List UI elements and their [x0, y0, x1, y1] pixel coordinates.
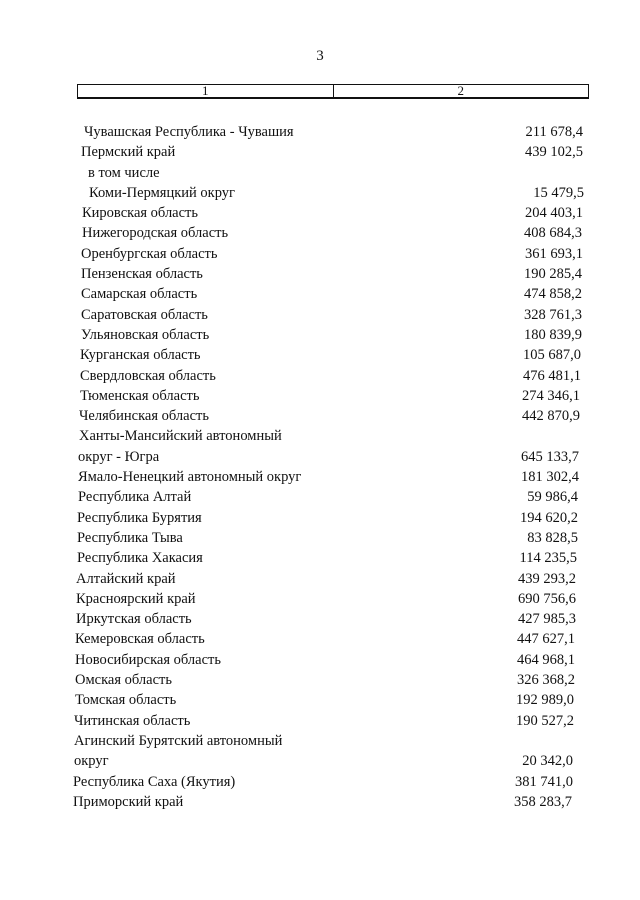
- region-name: Приморский край: [73, 793, 184, 810]
- table-row: [0, 223, 640, 243]
- region-value: 194 620,2: [520, 509, 578, 526]
- table-row: [0, 711, 640, 731]
- region-name: Тюменская область: [80, 387, 200, 404]
- table-row: [0, 670, 640, 690]
- region-name: Оренбургская область: [81, 245, 218, 262]
- table-row: [0, 508, 640, 528]
- region-name: Республика Саха (Якутия): [73, 773, 236, 790]
- region-name: Иркутская область: [76, 611, 192, 628]
- table-row: [0, 426, 640, 446]
- table-row: [0, 366, 640, 386]
- region-name: Читинская область: [74, 712, 191, 729]
- region-value: 180 839,9: [524, 326, 582, 343]
- table-row: [0, 345, 640, 365]
- region-name: Республика Хакасия: [77, 550, 203, 567]
- region-value: 361 693,1: [525, 245, 583, 262]
- region-value: 114 235,5: [519, 550, 577, 567]
- table-row: [0, 284, 640, 304]
- table-row: [0, 203, 640, 223]
- region-name: Кировская область: [82, 205, 199, 222]
- region-value: 447 627,1: [517, 631, 575, 648]
- table-row: [0, 264, 640, 284]
- table-row: [0, 589, 640, 609]
- region-value: 358 283,7: [514, 793, 572, 810]
- region-name: Республика Тыва: [77, 529, 183, 546]
- table-row: [0, 629, 640, 649]
- region-value: 83 828,5: [527, 529, 578, 546]
- region-name: Ульяновская область: [81, 326, 210, 343]
- region-name: Курганская область: [80, 347, 201, 364]
- region-name: Республика Алтай: [78, 489, 192, 506]
- column-header-1: 1: [202, 83, 209, 98]
- region-value: 190 527,2: [516, 712, 574, 729]
- table-row: [0, 772, 640, 792]
- table-row: [0, 122, 640, 142]
- region-value: 192 989,0: [516, 692, 574, 709]
- region-value: 59 986,4: [527, 489, 578, 506]
- table-row: [0, 325, 640, 345]
- region-name: Красноярский край: [76, 590, 196, 607]
- region-value: 464 968,1: [517, 651, 575, 668]
- region-name: Нижегородская область: [82, 225, 229, 242]
- table-row: [0, 731, 640, 751]
- column-header-2: 2: [333, 85, 589, 97]
- region-value: 328 761,3: [524, 306, 582, 323]
- table-row: [0, 305, 640, 325]
- region-value: 439 293,2: [518, 570, 576, 587]
- region-name: Алтайский край: [76, 570, 176, 587]
- region-value: 476 481,1: [523, 367, 581, 384]
- table-row: [0, 569, 640, 589]
- region-value: 105 687,0: [523, 347, 581, 364]
- region-name: Омская область: [75, 672, 172, 689]
- region-value: 645 133,7: [521, 448, 579, 465]
- region-name: Самарская область: [81, 286, 198, 303]
- region-name: Пермский край: [81, 144, 176, 161]
- region-value: 408 684,3: [524, 225, 582, 242]
- table-row: [0, 487, 640, 507]
- table-row: [0, 142, 640, 162]
- region-value: 274 346,1: [522, 387, 580, 404]
- table-row: [0, 163, 640, 183]
- page-number: 3: [316, 48, 324, 64]
- table-row: [0, 406, 640, 426]
- region-name: Ханты-Мансийский автономный: [79, 428, 282, 445]
- table-row: [0, 447, 640, 467]
- region-name: Томская область: [75, 692, 177, 709]
- region-name: округ - Югра: [78, 448, 160, 465]
- table-row: [0, 609, 640, 629]
- table-row: [0, 548, 640, 568]
- region-value: 211 678,4: [525, 124, 583, 140]
- table-row: [0, 690, 640, 710]
- table-row: [0, 244, 640, 264]
- region-value: 442 870,9: [522, 408, 580, 425]
- region-name: Кемеровская область: [75, 631, 205, 648]
- region-name: Новосибирская область: [75, 651, 221, 668]
- region-value: 427 985,3: [518, 611, 576, 628]
- region-name: Челябинская область: [79, 408, 209, 425]
- region-value: 381 741,0: [515, 773, 573, 790]
- region-value: 15 479,5: [533, 184, 584, 201]
- region-name: Коми-Пермяцкий округ: [89, 184, 235, 201]
- region-name: Ямало-Ненецкий автономный округ: [78, 469, 302, 486]
- region-name: Саратовская область: [81, 306, 208, 323]
- region-value: 204 403,1: [525, 205, 583, 222]
- table-header: [77, 84, 589, 99]
- table-row: [0, 467, 640, 487]
- region-name: Чувашская Республика - Чувашия: [84, 124, 294, 140]
- table-row: [0, 751, 640, 771]
- region-value: 190 285,4: [524, 266, 582, 283]
- region-table-body: [0, 122, 640, 812]
- table-row: [0, 650, 640, 670]
- region-value: 20 342,0: [522, 753, 573, 770]
- region-value: 181 302,4: [521, 469, 579, 486]
- region-value: 439 102,5: [525, 144, 583, 161]
- region-name: в том числе: [88, 164, 160, 181]
- region-value: 326 368,2: [517, 672, 575, 689]
- table-row: [0, 183, 640, 203]
- region-name: Свердловская область: [80, 367, 216, 384]
- region-value: 474 858,2: [524, 286, 582, 303]
- table-row: [0, 386, 640, 406]
- region-name: Агинский Бурятский автономный: [74, 732, 283, 749]
- region-value: 690 756,6: [518, 590, 576, 607]
- table-row: [0, 792, 640, 812]
- region-name: Республика Бурятия: [77, 509, 202, 526]
- region-name: округ: [74, 753, 109, 770]
- region-name: Пензенская область: [81, 266, 203, 283]
- table-row: [0, 528, 640, 548]
